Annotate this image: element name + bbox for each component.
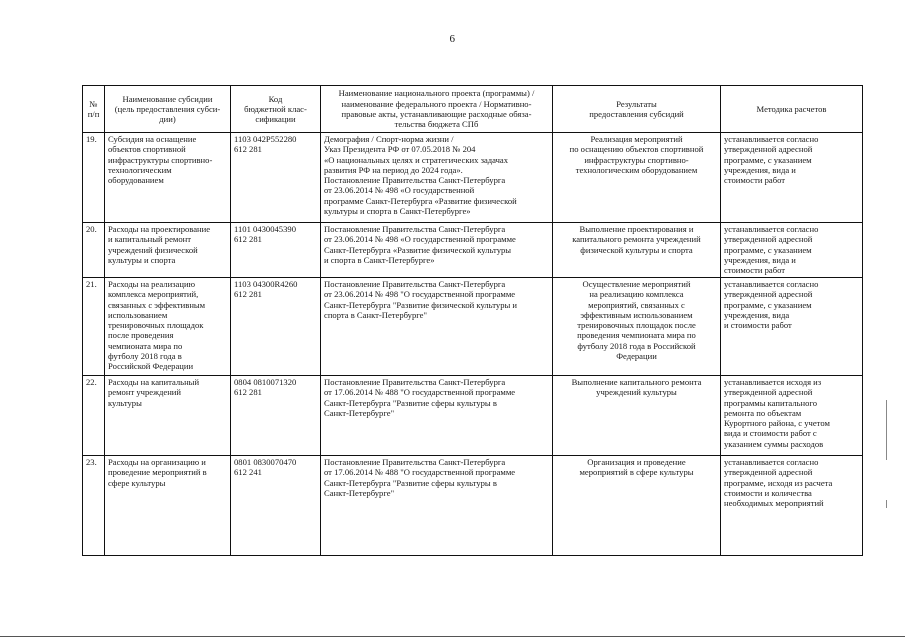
row-budget-code: 0801 0830070470 612 241 — [231, 456, 321, 556]
header-budget-code: Код бюджетной клас- сификации — [231, 86, 321, 133]
header-results: Результаты предоставления субсидий — [553, 86, 721, 133]
table-row — [83, 278, 863, 376]
scan-artifact — [886, 500, 887, 508]
table-header-row — [83, 86, 863, 133]
row-results: Выполнение проектирования и капитального ремонта учреждений физической культуры и спорта — [553, 223, 721, 278]
row-num: 19. — [83, 133, 105, 223]
row-subsidy-name: Расходы на реализацию комплекса мероприятий, связанных с эффективным использованием тренировочных площадок после проведения чемпионата мира по футболу 2018 года в Российской Федерации — [105, 278, 231, 376]
header-subsidy-name: Наименование субсидии (цель предоставления субси- дии) — [105, 86, 231, 133]
row-num: 21. — [83, 278, 105, 376]
scan-artifact — [886, 400, 887, 460]
row-subsidy-name: Расходы на проектирование и капитальный ремонт учреждений физической культуры и спорта — [105, 223, 231, 278]
row-budget-code: 1103 04300R4260 612 281 — [231, 278, 321, 376]
row-num: 20. — [83, 223, 105, 278]
row-subsidy-name: Расходы на капитальный ремонт учреждений культуры — [105, 376, 231, 456]
row-method: устанавливается согласно утвержденной адресной программе, исходя из расчета стоимости и количества необходимых мероприятий — [721, 456, 863, 556]
table-row — [83, 133, 863, 223]
header-num: № п/п — [83, 86, 105, 133]
subsidies-table — [82, 85, 863, 556]
table-row — [83, 376, 863, 456]
scan-edge — [0, 636, 905, 637]
row-method: устанавливается согласно утвержденной адресной программе, с указанием учреждения, вида и стоимости работ — [721, 223, 863, 278]
row-results: Выполнение капитального ремонта учреждений культуры — [553, 376, 721, 456]
row-budget-code: 0804 0810071320 612 281 — [231, 376, 321, 456]
row-subsidy-name: Расходы на организацию и проведение мероприятий в сфере культуры — [105, 456, 231, 556]
row-legal-acts: Демография / Спорт-норма жизни / Указ Президента РФ от 07.05.2018 № 204 «О национальных целях и стратегических задачах развития РФ на период до 2024 года». Постановление Правительства Санкт-Петербурга от 23.06.2014 № 498 «О государственной программе Санкт-Петербурга «Развитие физической культуры и спорта в Санкт-Петербурге» — [321, 133, 553, 223]
row-budget-code: 1103 042P552280 612 281 — [231, 133, 321, 223]
row-method: устанавливается согласно утвержденной адресной программе, с указанием учреждения, вида и стоимости работ — [721, 133, 863, 223]
row-results: Реализация мероприятий по оснащению объектов спортивной инфраструктуры спортивно- технологическим оборудованием — [553, 133, 721, 223]
row-subsidy-name: Субсидия на оснащение объектов спортивной инфраструктуры спортивно- технологическим оборудованием — [105, 133, 231, 223]
row-method: устанавливается исходя из утвержденной адресной программы капитального ремонта по объектам Курортного района, с учетом вида и стоимости работ с указанием суммы расходов — [721, 376, 863, 456]
page-number: 6 — [449, 33, 456, 45]
row-legal-acts: Постановление Правительства Санкт-Петербурга от 23.06.2014 № 498 «О государственной программе Санкт-Петербурга «Развитие физической культуры и спорта в Санкт-Петербурге» — [321, 223, 553, 278]
row-legal-acts: Постановление Правительства Санкт-Петербурга от 17.06.2014 № 488 "О государственной программе Санкт-Петербурга "Развитие сферы культуры в Санкт-Петербурге" — [321, 376, 553, 456]
row-num: 23. — [83, 456, 105, 556]
row-num: 22. — [83, 376, 105, 456]
table-row — [83, 456, 863, 556]
header-method: Методика расчетов — [721, 86, 863, 133]
row-legal-acts: Постановление Правительства Санкт-Петербурга от 23.06.2014 № 498 "О государственной программе Санкт-Петербурга "Развитие физической культуры и спорта в Санкт-Петербурге" — [321, 278, 553, 376]
table-row — [83, 223, 863, 278]
row-results: Осуществление мероприятий на реализацию комплекса мероприятий, связанных с эффективным использованием тренировочных площадок после проведения чемпионата мира по футболу 2018 года в Российской Федерации — [553, 278, 721, 376]
row-results: Организация и проведение мероприятий в сфере культуры — [553, 456, 721, 556]
row-budget-code: 1101 0430045390 612 281 — [231, 223, 321, 278]
header-legal-acts: Наименование национального проекта (программы) / наименование федерального проекта / Нормативно- правовые акты, устанавливающие расходные обяза- тельства бюджета СПб — [321, 86, 553, 133]
row-method: устанавливается согласно утвержденной адресной программе, с указанием учреждения, вида и стоимости работ — [721, 278, 863, 376]
row-legal-acts: Постановление Правительства Санкт-Петербурга от 17.06.2014 № 488 "О государственной программе Санкт-Петербурга "Развитие сферы культуры в Санкт-Петербурге" — [321, 456, 553, 556]
